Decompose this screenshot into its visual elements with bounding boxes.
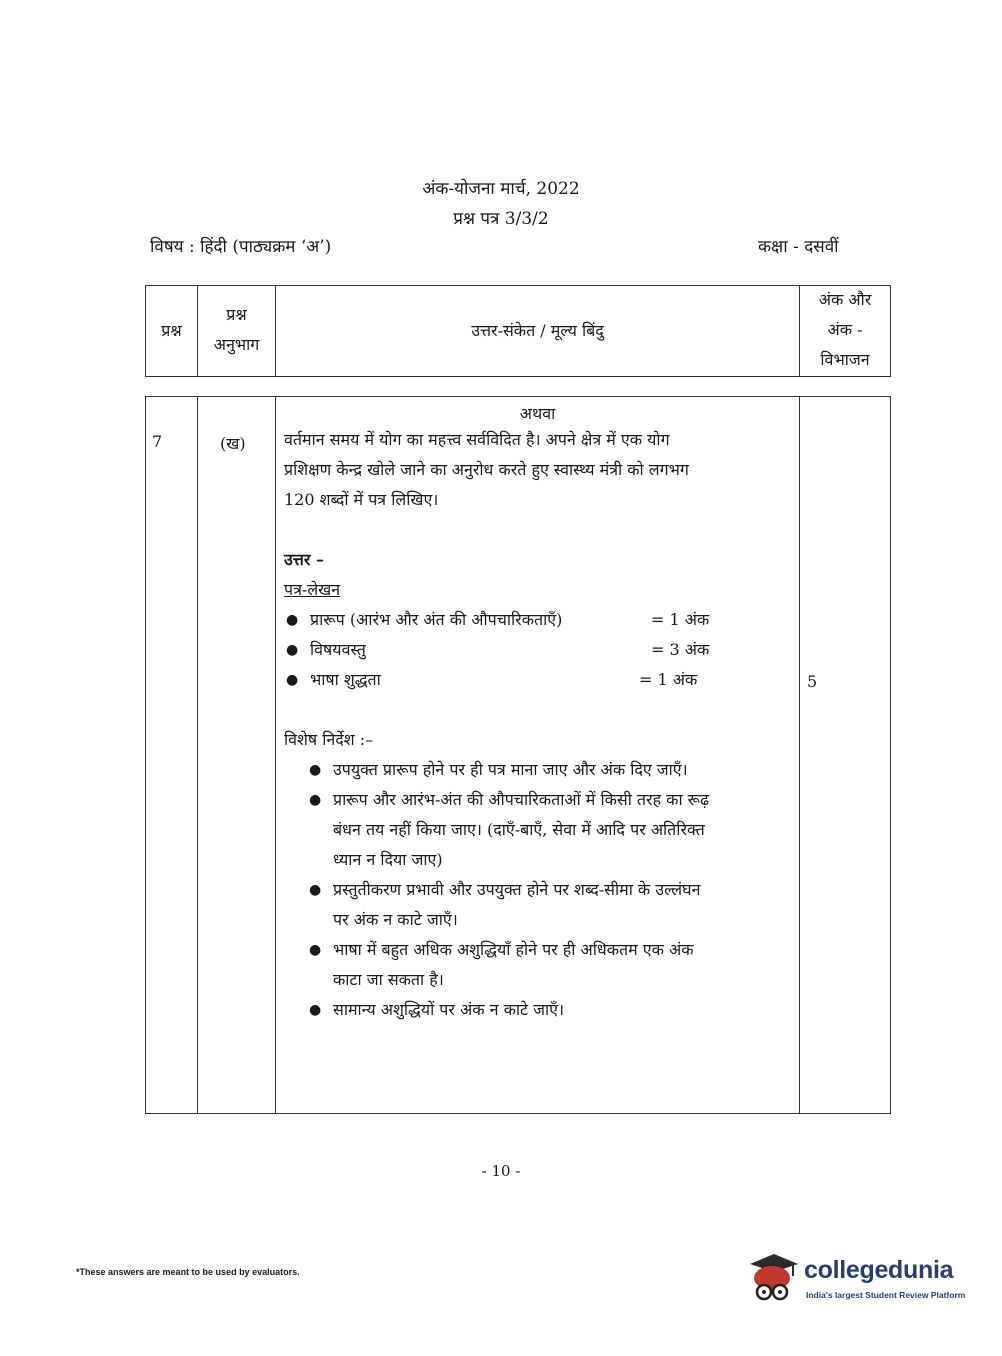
bullet-icon: ● — [286, 672, 299, 688]
instruction-4-line-2: काटा जा सकता है। — [333, 970, 444, 989]
bullet-icon: ● — [309, 792, 322, 808]
bullet-icon: ● — [309, 942, 322, 958]
instruction-2-line-1: प्रारूप और आरंभ-अंत की औपचारिकताओं में किसी तरह का रूढ़ — [333, 790, 710, 809]
paper-code: प्रश्न पत्र 3/3/2 — [453, 209, 549, 229]
question-section: (ख) — [220, 434, 246, 453]
class-label: कक्षा - दसवीं — [758, 237, 839, 257]
question-line-1: वर्तमान समय में योग का महत्त्व सर्वविदित है। अपने क्षेत्र में एक योग — [284, 430, 670, 449]
header-marks-line2: अंक - — [827, 320, 863, 339]
page-number: - 10 - — [481, 1162, 521, 1180]
breakdown-marks-1: = 1 अंक — [651, 610, 710, 629]
answer-label: उत्तर – — [284, 550, 324, 569]
header-marks-line3: विभाजन — [820, 350, 870, 369]
breakdown-item-1: प्रारूप (आरंभ और अंत की औपचारिकताएँ) — [310, 610, 563, 629]
header-section-line2: अनुभाग — [213, 335, 260, 354]
logo-tagline: India's largest Student Review Platform — [806, 1290, 966, 1300]
instruction-3-line-2: पर अंक न काटे जाएँ। — [333, 910, 458, 929]
breakdown-item-2: विषयवस्तु — [310, 640, 366, 659]
header-answer-points: उत्तर-संकेत / मूल्य बिंदु — [471, 321, 604, 340]
marks-total: 5 — [807, 672, 818, 691]
scheme-title: अंक-योजना मार्च, 2022 — [422, 179, 580, 199]
subject-label: विषय : हिंदी (पाठ्यक्रम ‘अ’) — [150, 237, 332, 257]
breakdown-marks-2: = 3 अंक — [651, 640, 710, 659]
header-marks-line1: अंक और — [818, 290, 872, 309]
breakdown-item-3: भाषा शुद्धता — [310, 670, 381, 689]
or-label: अथवा — [519, 404, 556, 423]
header-section-line1: प्रश्न — [226, 305, 247, 324]
question-line-2: प्रशिक्षण केन्द्र खोले जाने का अनुरोध करते हुए स्वास्थ्य मंत्री को लगभग — [284, 460, 689, 479]
bullet-icon: ● — [309, 1002, 322, 1018]
instruction-2-line-2: बंधन तय नहीं किया जाए। (दाएँ-बाएँ, सेवा में आदि पर अतिरिक्त — [333, 820, 705, 839]
bullet-icon: ● — [309, 762, 322, 778]
instruction-1-line-1: उपयुक्त प्रारूप होने पर ही पत्र माना जाए और अंक दिए जाएँ। — [333, 760, 688, 779]
instruction-2-line-3: ध्यान न दिया जाए) — [333, 850, 443, 869]
breakdown-marks-3: = 1 अंक — [639, 670, 698, 689]
evaluator-footnote: *These answers are meant to be used by evaluators. — [76, 1267, 300, 1277]
instruction-3-line-1: प्रस्तुतीकरण प्रभावी और उपयुक्त होने पर शब्द-सीमा के उल्लंघन — [333, 880, 701, 899]
special-instructions-label: विशेष निर्देश :– — [284, 730, 374, 749]
bullet-icon: ● — [309, 882, 322, 898]
bullet-icon: ● — [286, 642, 299, 658]
header-question: प्रश्न — [161, 321, 182, 340]
question-line-3: 120 शब्दों में पत्र लिखिए। — [284, 490, 439, 509]
bullet-icon: ● — [286, 612, 299, 628]
collegedunia-logo — [744, 1250, 972, 1310]
mascot-icon — [744, 1250, 802, 1310]
logo-name: collegedunia — [804, 1256, 954, 1284]
answer-type: पत्र-लेखन — [284, 580, 341, 599]
instruction-4-line-1: भाषा में बहुत अधिक अशुद्धियाँ होने पर ही अधिकतम एक अंक — [333, 940, 694, 959]
instruction-5-line-1: सामान्य अशुद्धियों पर अंक न काटे जाएँ। — [333, 1000, 565, 1019]
question-number: 7 — [152, 432, 163, 451]
